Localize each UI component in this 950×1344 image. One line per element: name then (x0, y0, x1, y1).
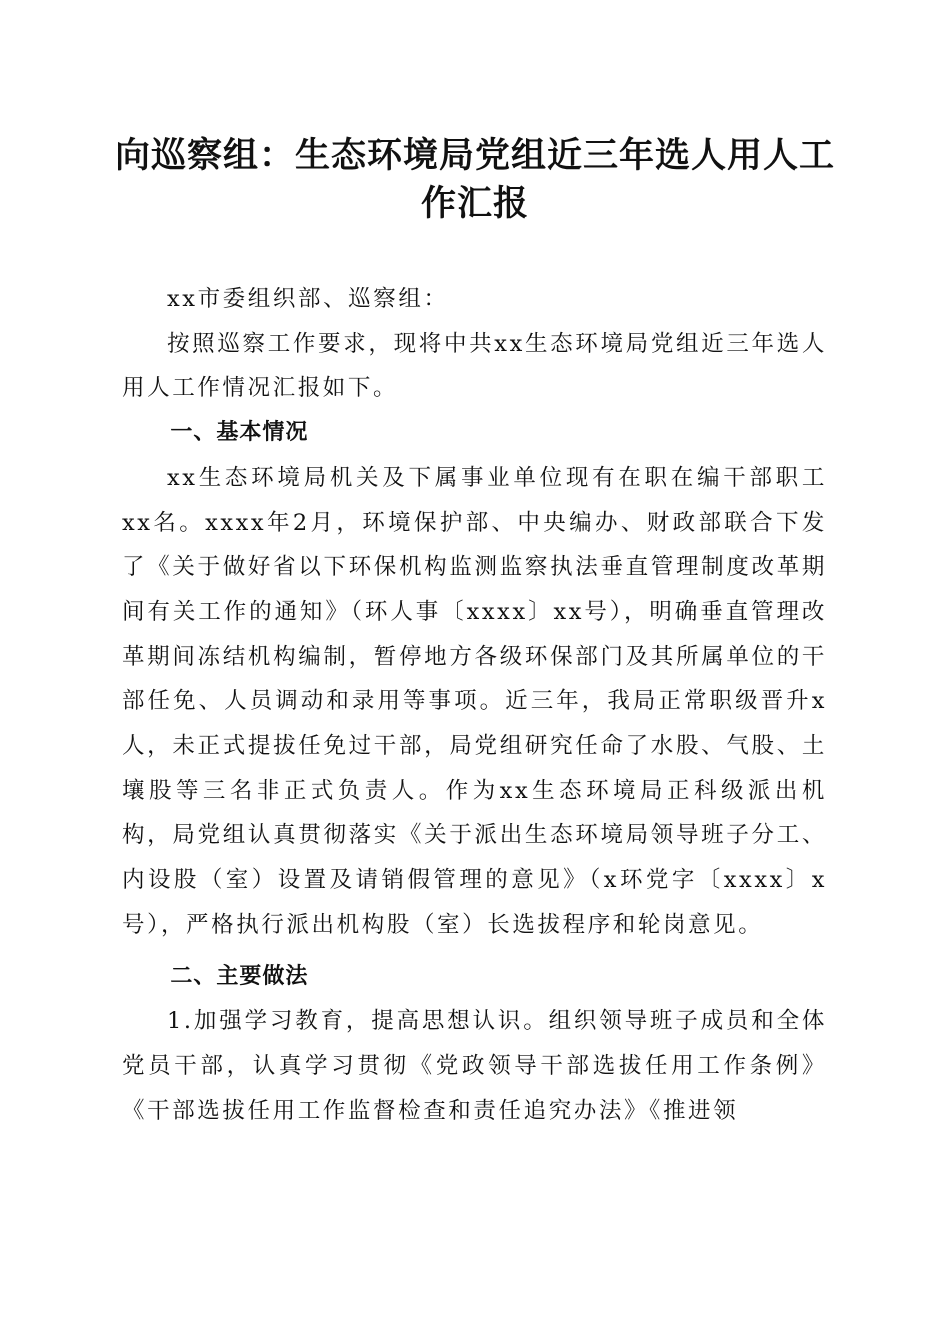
intro-paragraph: 按照巡察工作要求，现将中共xx生态环境局党组近三年选人用人工作情况汇报如下。 (122, 330, 827, 402)
section-heading-basic-situation: 一、基本情况 (170, 420, 309, 446)
document-title: 向巡察组：生态环境局党组近三年选人用人工作汇报 (114, 136, 835, 224)
document-body (122, 277, 827, 1133)
section-heading-main-practices: 二、主要做法 (170, 963, 309, 989)
salutation: xx市委组织部、巡察组： (167, 286, 449, 312)
section-paragraph: 1.加强学习教育，提高思想认识。组织领导班子成员和全体党员干部，认真学习贯彻《党政领导干部选拔任用工作条例》《干部选拔任用工作监督检查和责任追究办法》《推进领 (122, 1008, 827, 1124)
section-paragraph: xx生态环境局机关及下属事业单位现有在职在编干部职工xx名。xxxx年2月，环境保护部、中央编办、财政部联合下发了《关于做好省以下环保机构监测监察执法垂直管理制度改革期间有关工作的通知》（环人事〔xxxx〕xx号），明确垂直管理改革期间冻结机构编制，暂停地方各级环保部门及其所属单位的干部任免、人员调动和录用等事项。近三年，我局正常职级晋升x人，未正式提拔任免过干部，局党组研究任命了水股、气股、土壤股等三名非正式负责人。作为xx生态环境局正科级派出机构，局党组认真贯彻落实《关于派出生态环境局领导班子分工、内设股（室）设置及请销假管理的意见》（x环党字〔xxxx〕x号），严格执行派出机构股（室）长选拔程序和轮岗意见。 (122, 464, 827, 938)
